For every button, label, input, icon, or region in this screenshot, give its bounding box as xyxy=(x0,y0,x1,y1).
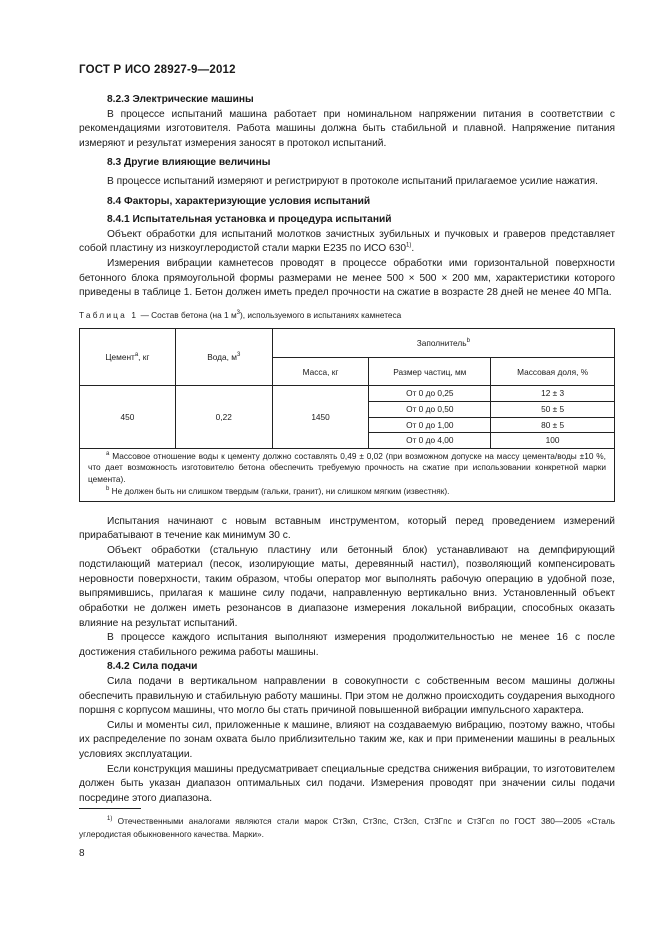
section-841-paragraph-2: Измерения вибрации камнетесов проводят в процессе обработки ими горизонтальной поверхности бетонного блока прямоугольной формы размерами не менее 500 × 500 × 200 мм, характеристики которого приведены в таблице 1. Бетон должен иметь предел прочности на сжатие в возрасте 28 дней не менее 40 МПа. xyxy=(79,257,615,299)
section-842-heading: 8.4.2 Сила подачи xyxy=(107,661,198,673)
section-841-heading: 8.4.1 Испытательная установка и процедура испытаний xyxy=(107,214,392,226)
col-header-water: Вода, $м^3$ xyxy=(175,329,272,386)
footnote-divider xyxy=(79,808,141,809)
cell-mass-share: 80 ± 5 xyxy=(491,417,615,433)
section-83-text: В процессе испытаний измеряют и регистрируют в протоколе испытаний прилагаемое усилие нажатия. xyxy=(107,175,599,187)
col-header-mass: Масса, кг xyxy=(272,358,369,386)
section-842-paragraph-2: Силы и моменты сил, приложенные к машине, влияют на создаваемую вибрацию, поэтому важно, чтобы их распределение по зонам охвата было приблизительно таким же, как и при применении машины в реальных условиях эксплуатации. xyxy=(79,719,615,760)
test-duration-paragraph: В процессе каждого испытания выполняют измерения продолжительностью не менее 16 с после достижения стабильного режима работы машины. xyxy=(79,632,615,658)
main-content xyxy=(79,93,615,806)
section-842-paragraph-1: Сила подачи в вертикальном направлении в совокупности с собственным весом машины должны обеспечить правильную и стабильную работу машины. При этом не должно происходить соударения выходного поршня с корпусом машины, что могло бы стать причиной повышенной вибрации импульсного характера. xyxy=(79,676,615,717)
table-caption: Таблица 1 — Состав бетона (на 1 $м^3$), используемого в испытаниях камнетеса xyxy=(79,309,402,320)
cell-mass-share: 100 xyxy=(491,433,615,449)
table-note-a: $^a$ Массовое отношение воды к цементу должно составлять 0,49 ± 0,02 (при возможном допуске на массу цемента/воды ±10 %, что дает возможность изготовителю бетона обеспечить требуемую прочность на сжатие при использовании конкретной марки цемента). xyxy=(88,450,606,485)
workpiece-mounting-paragraph: Объект обработки (стальную пластину или бетонный блок) устанавливают на демпфирующий подстилающий материал (песок, изолирующие маты, деревянный настил), позволяющий компенсировать неровности поверхности, таким образом, чтобы оператор мог выполнять рабочую операцию в удобной позе, выпрямившись, прилагая к машине силу подачи, направленную вертикально вниз. Установленный объект обработки не должен иметь резонансов в диапазоне измерения локальной вибрации, способных оказать влияние на результат испытаний. xyxy=(79,544,615,629)
footnote: $^{1)}$ Отечественными аналогами являются стали марок Ст3кп, Ст3пс, Ст3сп, Ст3Гпс и Ст3Гсп по ГОСТ 380—2005 «Сталь углеродистая обыкновенного качества. Марки». xyxy=(79,816,615,839)
cell-mass-share: 12 ± 3 xyxy=(491,386,615,402)
section-823-text: В процессе испытаний машина работает при номинальном напряжении питания в соответствии с рекомендациями изготовителя. Работа машины должна быть стабильной и плавной. Напряжение питания измеряют и результат измерения заносят в протокол испытаний. xyxy=(79,108,615,149)
test-start-paragraph: Испытания начинают с новым вставным инструментом, который перед проведением измерений прирабатывают в течение как минимум 30 с. xyxy=(79,515,615,542)
col-header-cement: Цемент$^a$, кг xyxy=(80,329,176,386)
page-number: 8 xyxy=(79,848,85,859)
cell-particle-size: От 0 до 4,00 xyxy=(369,433,491,449)
table-note-b: $^b$ Не должен быть ни слишком твердым (гальки, гранит), ни слишком мягким (известняк). xyxy=(106,485,450,496)
cell-cement: 450 xyxy=(80,386,176,448)
col-header-particle-size: Размер частиц, мм xyxy=(369,358,491,386)
col-header-filler: Заполнитель$^b$ xyxy=(272,329,614,358)
concrete-composition-table xyxy=(79,328,615,448)
cell-mass-share: 50 ± 5 xyxy=(491,401,615,417)
cell-particle-size: От 0 до 0,25 xyxy=(369,386,491,402)
document-header: ГОСТ Р ИСО 28927-9—2012 xyxy=(79,64,236,76)
cell-particle-size: От 0 до 0,50 xyxy=(369,401,491,417)
table-notes xyxy=(79,449,615,502)
cell-particle-size: От 0 до 1,00 xyxy=(369,417,491,433)
section-84-heading: 8.4 Факторы, характеризующие условия испытаний xyxy=(107,195,371,207)
section-841-paragraph-1: Объект обработки для испытаний молотков зачистных зубильных и пучковых и граверов представляет собой пластину из низкоуглеродистой стали марки Е235 по ИСО 630$^{1)}$. xyxy=(79,228,615,255)
section-823-heading: 8.2.3 Электрические машины xyxy=(107,94,254,105)
section-83-heading: 8.3 Другие влияющие величины xyxy=(107,157,271,169)
cell-mass: 1450 xyxy=(272,386,369,448)
col-header-mass-share: Массовая доля, % xyxy=(491,358,615,386)
section-842-paragraph-3: Если конструкция машины предусматривает специальные средства снижения вибрации, то изготовителем должен быть указан диапазон оптимальных сил подачи. Измерения проводят при значении силы подачи посредине этого диапазона. xyxy=(79,763,615,804)
cell-water: 0,22 xyxy=(175,386,272,448)
